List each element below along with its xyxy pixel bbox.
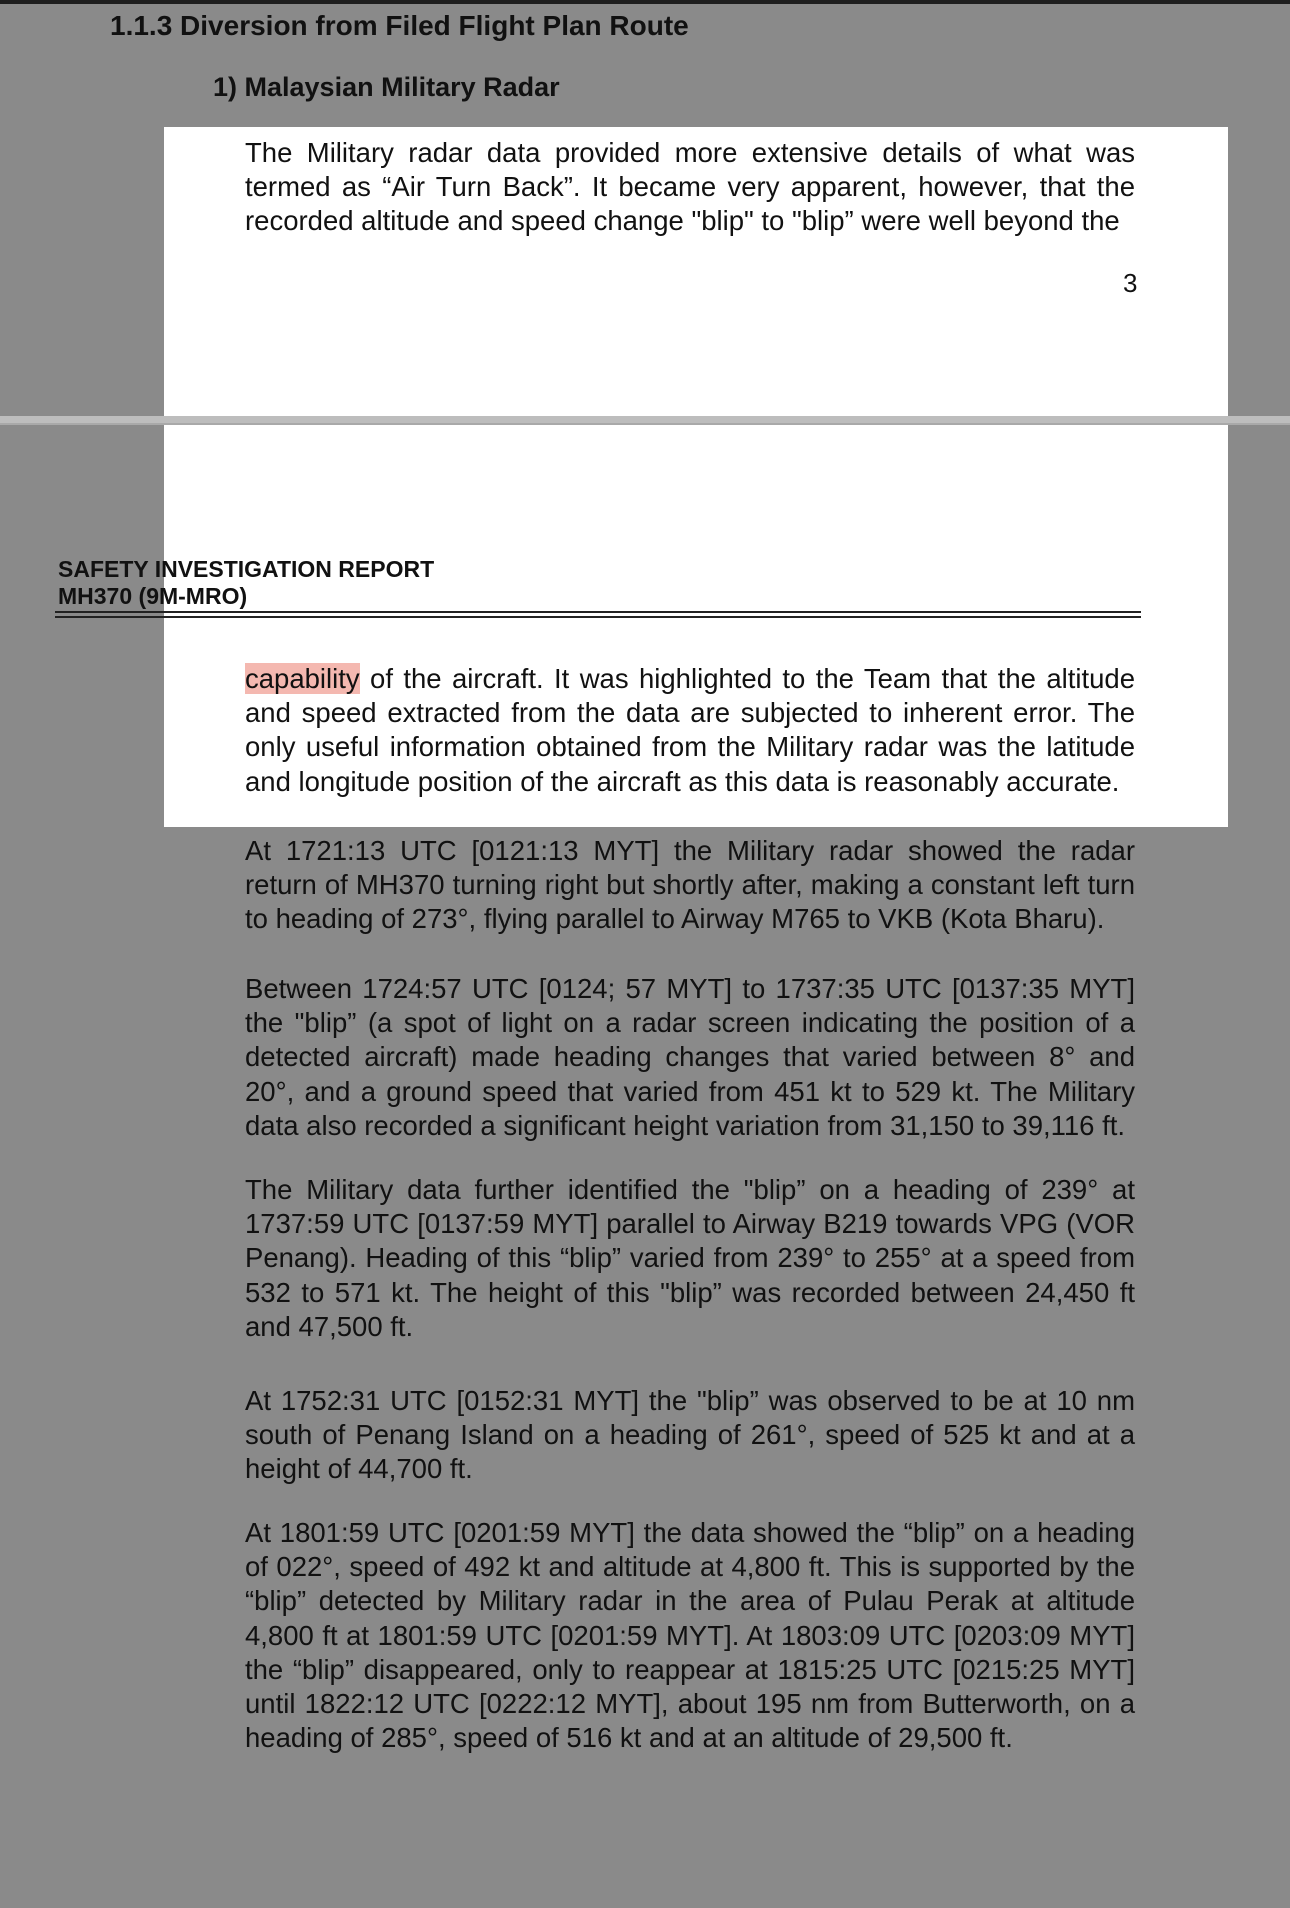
header-rule: [55, 611, 1141, 613]
section-title: 1.1.3 Diversion from Filed Flight Plan Route: [110, 10, 689, 41]
page-number: 3: [1123, 268, 1138, 298]
continued-paragraph-text: of the aircraft. It was highlighted to the Team that the altitude and speed extracted from the data are subjected to inherent error. The only useful information obtained from the Military radar was the latitude and longitude position of the aircraft as this data is reasonably accurate.: [245, 663, 1135, 797]
highlighted-word[interactable]: capability: [245, 663, 360, 694]
page-break-edge: [0, 423, 1290, 425]
paragraph-penang-heading: The Military data further identified the "blip” on a heading of 239° at 1737:59 UTC [0137:59 MYT] parallel to Airway B219 towards VPG (VOR Penang). Heading of this “blip” varied from 239° to 255° at a speed from 532 to 571 kt. The height of this "blip” was recorded between 24,450 ft and 47,500 ft.: [245, 1174, 1135, 1342]
top-border: [0, 0, 1290, 4]
paragraph-penang-island: At 1752:31 UTC [0152:31 MYT] the "blip” was observed to be at 10 nm south of Penang Island on a heading of 261°, speed of 525 kt and at a height of 44,700 ft.: [245, 1385, 1135, 1485]
header-rule-double: [55, 616, 1141, 618]
paragraph-heading-changes: Between 1724:57 UTC [0124; 57 MYT] to 1737:35 UTC [0137:35 MYT] the "blip” (a spot of light on a radar screen indicating the position of a detected aircraft) made heading changes that varied between 8° and 20°, and a ground speed that varied from 451 kt to 529 kt. The Military data also recorded a significant height variation from 31,150 to 39,116 ft.: [245, 973, 1135, 1141]
subsection-title: 1) Malaysian Military Radar: [213, 72, 560, 102]
report-header-title: SAFETY INVESTIGATION REPORT: [58, 556, 435, 582]
intro-paragraph: The Military radar data provided more extensive details of what was termed as “Air Turn Back”. It became very apparent, however, that the recorded altitude and speed change "blip" to "blip” were well beyond the: [245, 137, 1135, 237]
paragraph-radar-turn: At 1721:13 UTC [0121:13 MYT] the Military radar showed the radar return of MH370 turning right but shortly after, making a constant left turn to heading of 273°, flying parallel to Airway M765 to VKB (Kota Bharu).: [245, 835, 1135, 935]
report-header-flight: MH370 (9M-MRO): [58, 583, 248, 609]
paragraph-pulau-perak: At 1801:59 UTC [0201:59 MYT] the data showed the “blip” on a heading of 022°, speed of 492 kt and altitude at 4,800 ft. This is supported by the “blip” detected by Military radar in the area of Pulau Perak at altitude 4,800 ft at 1801:59 UTC [0201:59 MYT]. At 1803:09 UTC [0203:09 MYT] the “blip” disappeared, only to reappear at 1815:25 UTC [0215:25 MYT] until 1822:12 UTC [0222:12 MYT], about 195 nm from Butterworth, on a heading of 285°, speed of 516 kt and at an altitude of 29,500 ft.: [245, 1517, 1135, 1754]
continued-paragraph: [245, 662, 1135, 799]
report-header: [58, 556, 434, 610]
page-break-divider: [0, 416, 1290, 423]
